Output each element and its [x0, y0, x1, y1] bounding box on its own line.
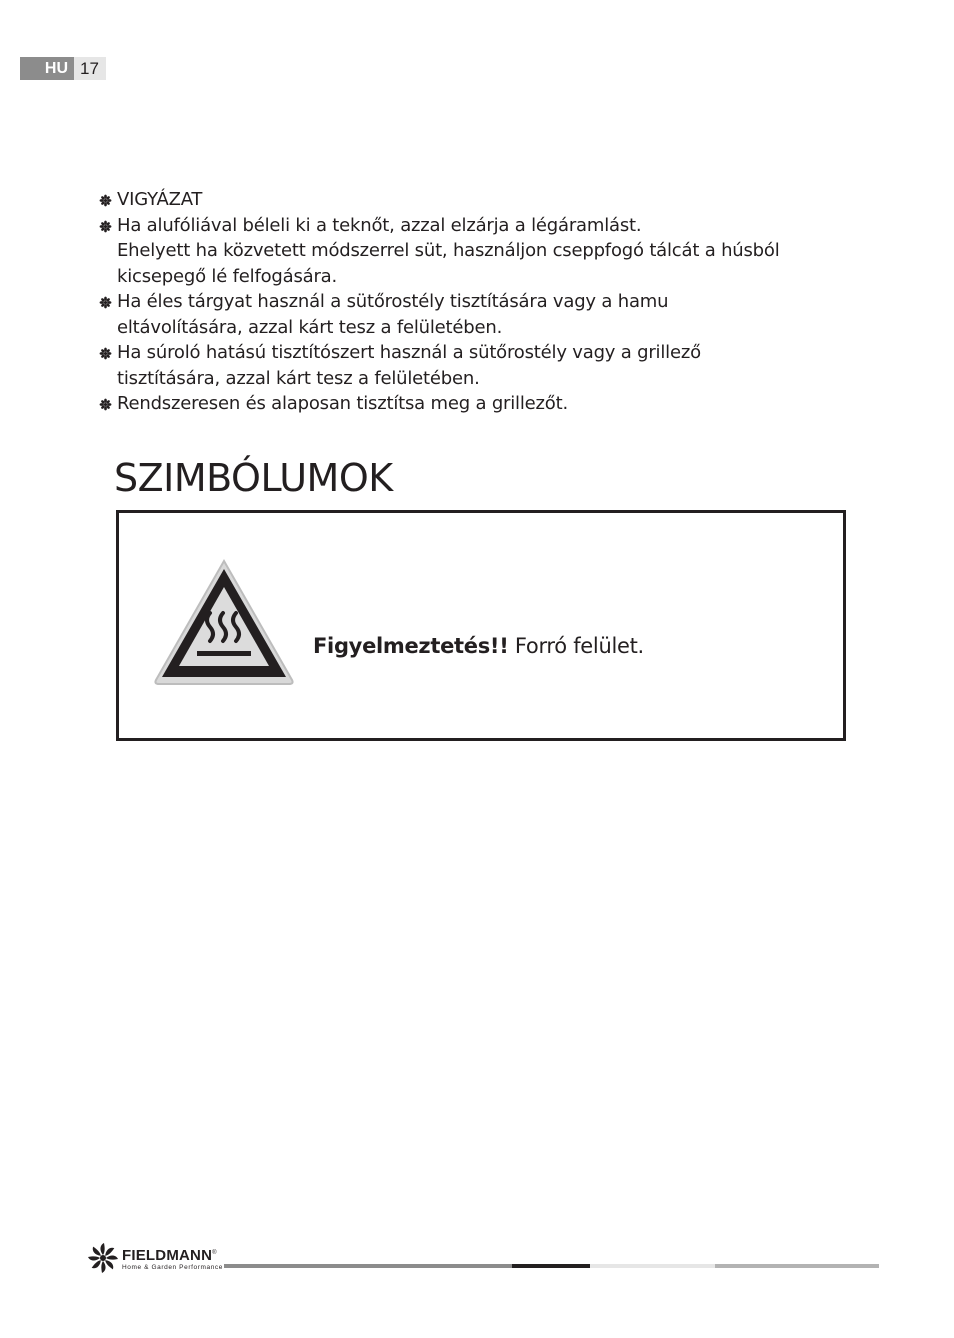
trademark-symbol: ® — [212, 1249, 217, 1256]
flower-bullet-icon — [99, 398, 112, 411]
list-item — [99, 391, 859, 417]
flower-bullet-icon — [99, 220, 112, 233]
footer-rule-segment — [224, 1264, 512, 1268]
list-item-text: Ha alufóliával béleli ki a teknőt, azzal elzárja a légáramlást. Ehelyett ha közvetett módszerrel süt, használjon cseppfogó tálcát a húsból kicsepegő lé felfogására. — [117, 214, 780, 287]
hot-surface-warning-icon — [153, 558, 295, 686]
warning-description: Forró felület. — [508, 634, 644, 658]
page-number: 17 — [74, 57, 106, 80]
fieldmann-flower-logo-icon — [87, 1242, 119, 1274]
flower-bullet-icon — [99, 296, 112, 309]
list-item-text: VIGYÁZAT — [117, 189, 203, 210]
section-title: SZIMBÓLUMOK — [114, 456, 393, 500]
brand-tagline: Home & Garden Performance — [122, 1263, 223, 1271]
flower-bullet-icon — [99, 194, 112, 207]
list-item — [99, 213, 859, 290]
list-item-text: Rendszeresen és alaposan tisztítsa meg a grillezőt. — [117, 393, 568, 414]
warning-label: Figyelmeztetés!! — [313, 634, 509, 658]
brand-name: FIELDMANN® — [122, 1246, 217, 1264]
list-item — [99, 187, 859, 213]
footer-rule-segment — [715, 1264, 879, 1268]
list-item-text: Ha éles tárgyat használ a sütőrostély tisztítására vagy a hamu eltávolítására, azzal kárt tesz a felületében. — [117, 291, 669, 338]
bullet-list — [99, 187, 859, 417]
footer-rule-segment — [512, 1264, 590, 1268]
brand-logo — [87, 1242, 223, 1274]
footer-rule-segment — [590, 1264, 715, 1268]
brand-wordmark — [122, 1245, 223, 1272]
list-item — [99, 289, 859, 340]
list-item-text: Ha súroló hatású tisztítószert használ a sütőrostély vagy a grillező tisztítására, azzal kárt tesz a felületében. — [117, 342, 701, 389]
symbol-box — [116, 510, 846, 741]
symbol-description — [313, 634, 644, 658]
list-item — [99, 340, 859, 391]
flower-bullet-icon — [99, 347, 112, 360]
page-tab — [20, 57, 106, 80]
language-label: HU — [20, 57, 74, 80]
